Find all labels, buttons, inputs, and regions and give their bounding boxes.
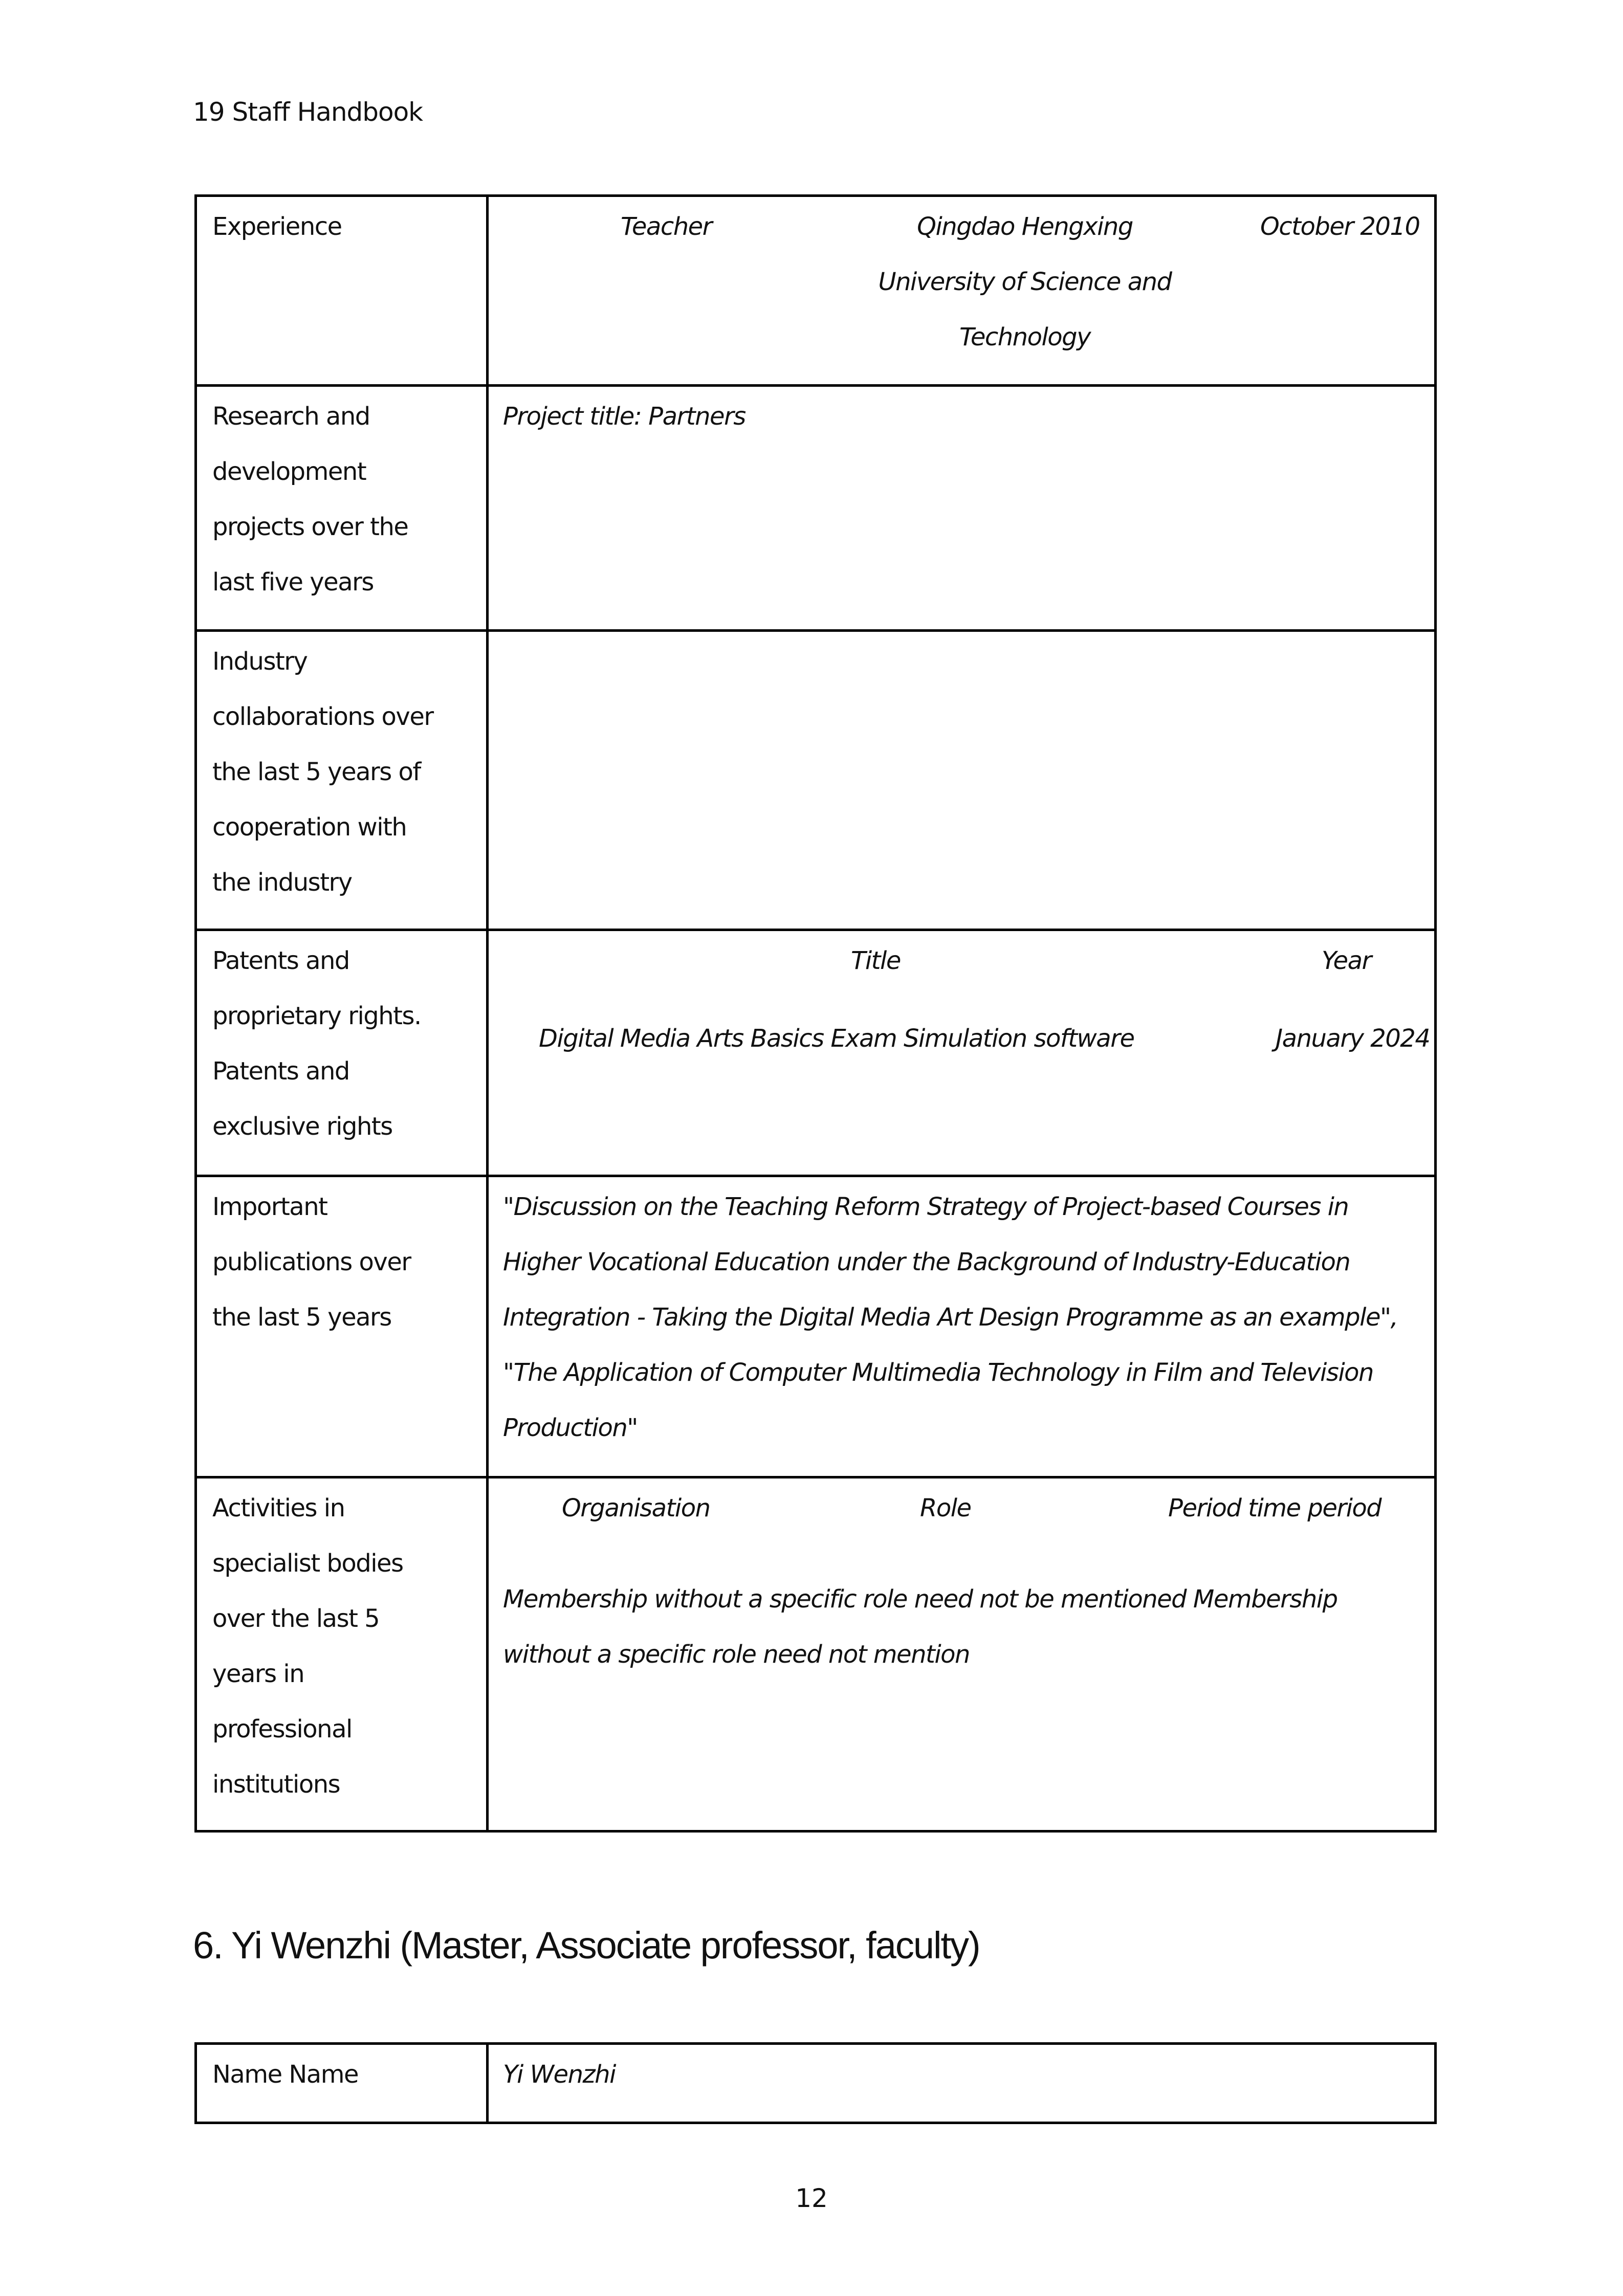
experience-date: October 2010	[1260, 212, 1420, 241]
table-row-name	[196, 2044, 1436, 2123]
experience-cell	[488, 196, 1436, 386]
row-label-research: Research and development projects over the last five years	[196, 386, 488, 631]
patent-year: January 2024	[1276, 1024, 1430, 1053]
table-row-industry	[196, 631, 1436, 930]
research-cell	[488, 386, 1436, 631]
industry-cell	[488, 631, 1436, 930]
table-row-experience	[196, 196, 1436, 386]
patent-title: Digital Media Arts Basics Exam Simulation software	[539, 1024, 1134, 1053]
page-number: 12	[795, 2183, 828, 2213]
activities-header-role: Role	[920, 1494, 971, 1522]
profile-table	[194, 194, 1437, 1833]
row-label-industry: Industry collaborations over the last 5 years of cooperation with the industry	[196, 631, 488, 930]
patents-header-title: Title	[851, 946, 901, 975]
activities-note: Membership without a specific role need not be mentioned Membership without a specific role need not mention	[503, 1585, 1337, 1669]
experience-role: Teacher	[621, 212, 712, 241]
name-table	[194, 2042, 1437, 2124]
activities-header-organisation: Organisation	[562, 1494, 710, 1522]
patents-cell	[488, 930, 1436, 1176]
name-value: Yi Wenzhi	[488, 2044, 1436, 2123]
page-header: 19 Staff Handbook	[193, 97, 423, 127]
row-label-experience: Experience	[196, 196, 488, 386]
research-project-title: Project title: Partners	[503, 402, 745, 431]
table-row-activities	[196, 1477, 1436, 1831]
row-label-activities: Activities in specialist bodies over the last 5 years in professional institutions	[196, 1477, 488, 1831]
section-heading: 6. Yi Wenzhi (Master, Associate professor, faculty)	[193, 1924, 980, 1967]
table-row-research	[196, 386, 1436, 631]
activities-header-period: Period time period	[1168, 1494, 1381, 1522]
row-label-name: Name Name	[196, 2044, 488, 2123]
publications-text: "Discussion on the Teaching Reform Strategy of Project-based Courses in Higher Vocational Education under the Background of Industry-Education Integration - Taking the Digital Media Art Design Programme as an example", "The Application of Computer Multimedia Technology in Film and Television Production"	[503, 1193, 1398, 1442]
table-row-publications	[196, 1176, 1436, 1477]
experience-institution: Qingdao Hengxing University of Science and Technology	[878, 212, 1172, 351]
activities-cell	[488, 1477, 1436, 1831]
row-label-publications: Important publications over the last 5 years	[196, 1176, 488, 1477]
patents-header-year: Year	[1322, 946, 1371, 975]
table-row-patents	[196, 930, 1436, 1176]
publications-cell	[488, 1176, 1436, 1477]
row-label-patents: Patents and proprietary rights. Patents and exclusive rights	[196, 930, 488, 1176]
